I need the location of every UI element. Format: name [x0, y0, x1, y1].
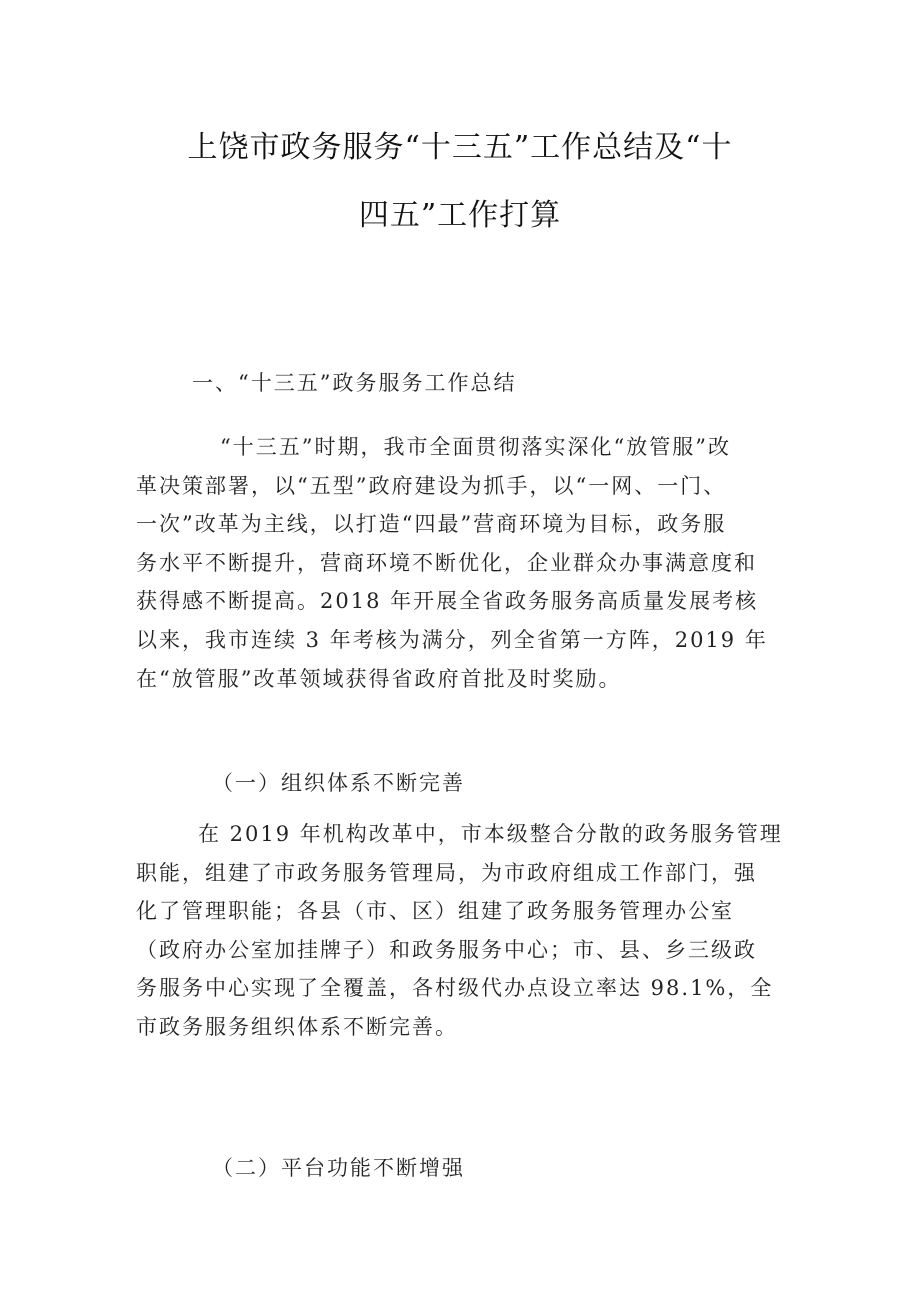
document-title-line-1: 上饶市政务服务“十三五”工作总结及“十 — [187, 130, 733, 165]
document-title-line-2: 四五”工作打算 — [358, 198, 562, 233]
paragraph-line: 以来，我市连续 3 年考核为满分，列全省第一方阵，2019 年 — [136, 627, 768, 652]
paragraph-2 — [136, 815, 816, 1047]
paragraph-line: 获得感不断提高。2018 年开展全省政务服务高质量发展考核 — [136, 589, 759, 614]
paragraph-line: （政府办公室加挂牌子）和政务服务中心；市、县、乡三级政 — [136, 937, 757, 962]
paragraph-line: “十三五”时期，我市全面贯彻落实深化“放管服”改 — [220, 435, 731, 459]
paragraph-line: 一次”改革为主线，以打造“四最”营商环境为目标，政务服 — [136, 512, 727, 537]
paragraph-line: 革决策部署，以“五型”政府建设为抓手，以“一网、一门、 — [136, 473, 727, 498]
paragraph-1 — [136, 428, 816, 698]
paragraph-line: 在“放管服”改革领域获得省政府首批及时奖励。 — [136, 666, 622, 691]
paragraph-line: 务水平不断提升，营商环境不断优化，企业群众办事满意度和 — [136, 550, 757, 575]
paragraph-line: 在 2019 年机构改革中，市本级整合分散的政务服务管理 — [198, 822, 783, 846]
paragraph-line: 化了管理职能；各县（市、区）组建了政务服务管理办公室 — [136, 899, 734, 924]
subsection-heading-2: （二）平台功能不断增强 — [212, 1156, 465, 1180]
section-heading: 一、“十三五”政务服务工作总结 — [192, 371, 517, 395]
subsection-heading-1: （一）组织体系不断完善 — [212, 771, 465, 795]
paragraph-line: 务服务中心实现了全覆盖，各村级代办点设立率达 98.1%，全 — [136, 976, 774, 1001]
paragraph-line: 职能，组建了市政务服务管理局，为市政府组成工作部门，强 — [136, 860, 757, 885]
paragraph-line: 市政务服务组织体系不断完善。 — [136, 1014, 458, 1039]
